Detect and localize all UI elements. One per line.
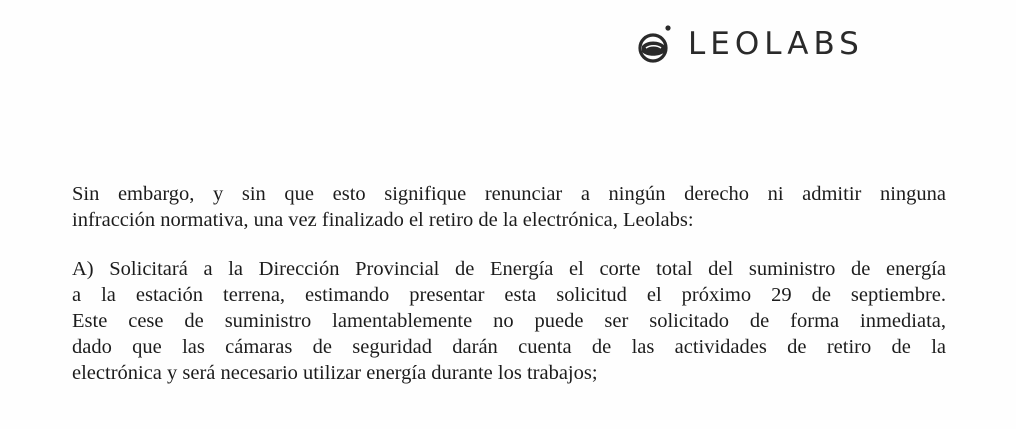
- paragraph-2-line: electrónica y será necesario utilizar energía durante los trabajos;: [72, 362, 598, 384]
- logo-text: LEOLABS: [688, 25, 864, 62]
- paragraph-2: [72, 256, 946, 386]
- paragraph-2-line: A) Solicitará a la Dirección Provincial de Energía el corte total del suministro de energía: [72, 258, 946, 280]
- paragraph-1-line: Sin embargo, y sin que esto signifique renunciar a ningún derecho ni admitir ninguna: [72, 183, 946, 205]
- company-logo: [638, 22, 864, 66]
- paragraph-2-line: dado que las cámaras de seguridad darán cuenta de las actividades de retiro de la: [72, 336, 946, 358]
- paragraph-2-line: a la estación terrena, estimando presentar esta solicitud el próximo 29 de septiembre.: [72, 284, 946, 306]
- paragraph-2-line: Este cese de suministro lamentablemente no puede ser solicitado de forma inmediata,: [72, 310, 946, 332]
- paragraph-1: [72, 181, 946, 233]
- satellite-dish-logo-icon: [638, 24, 674, 64]
- paragraph-1-line: infracción normativa, una vez finalizado el retiro de la electrónica, Leolabs:: [72, 209, 694, 231]
